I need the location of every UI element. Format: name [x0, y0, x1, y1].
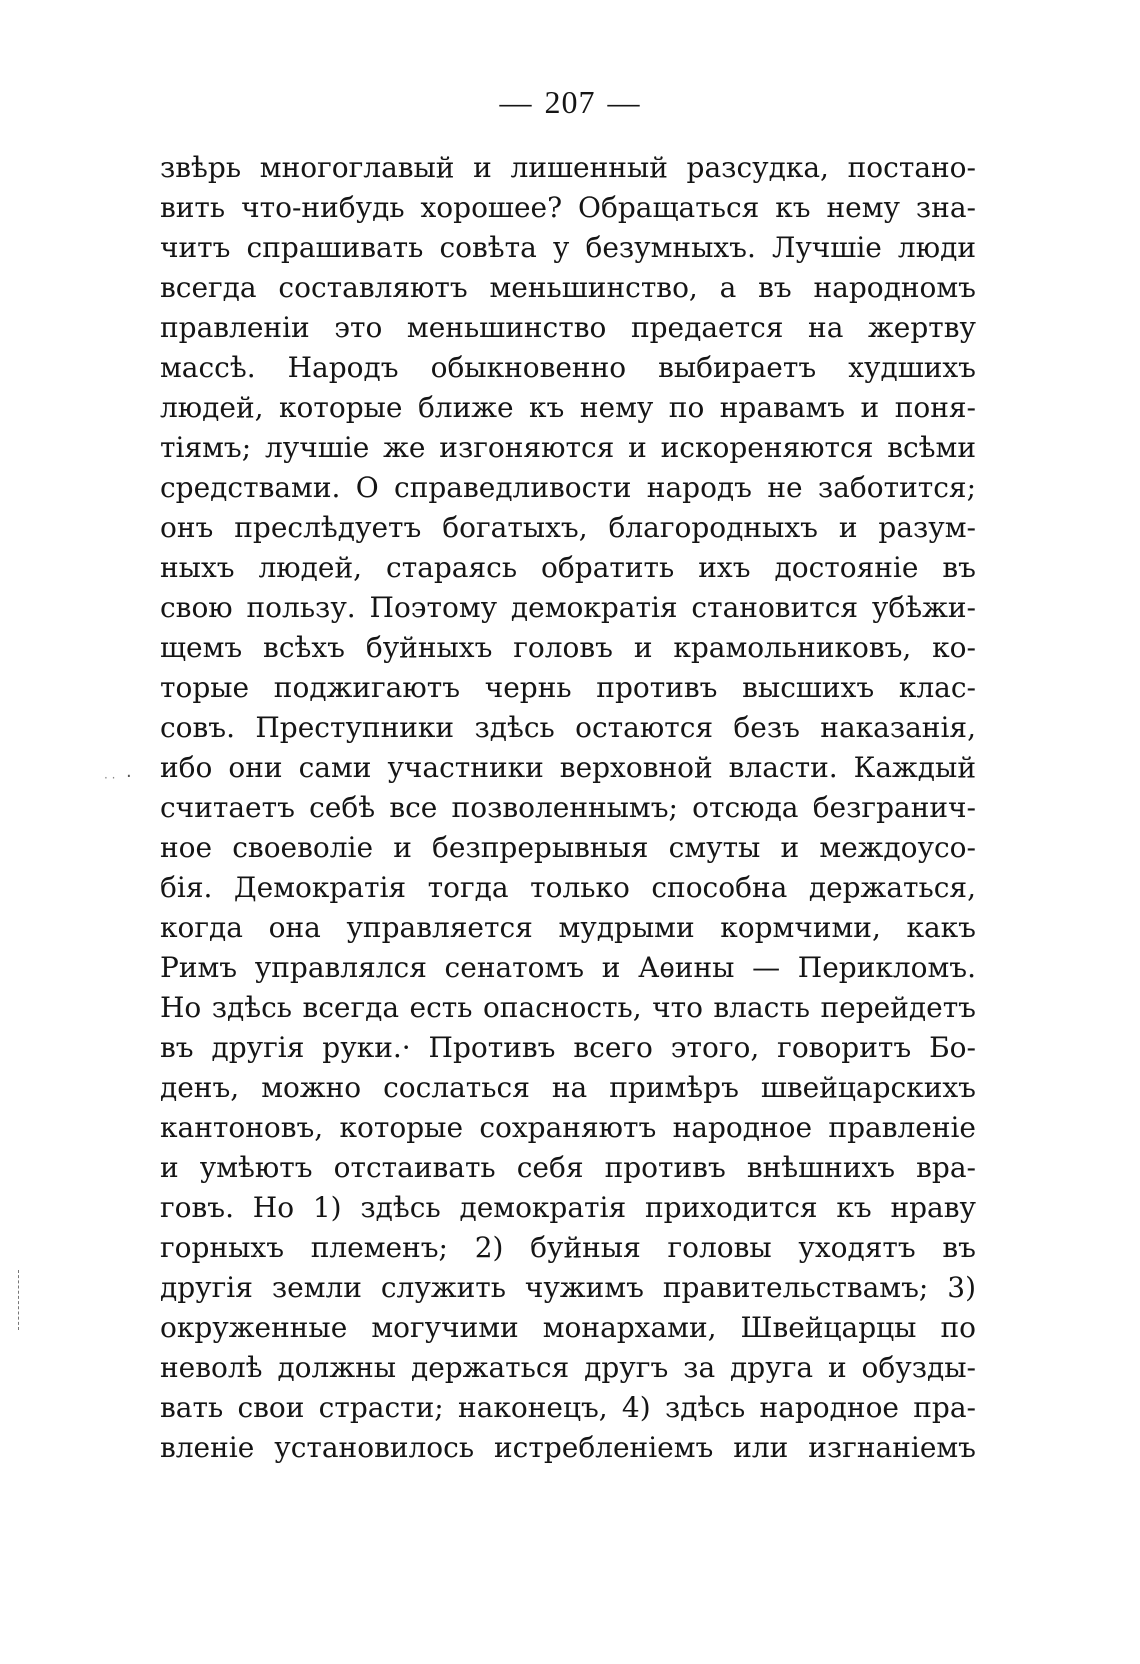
page-number-header: [0, 82, 1140, 122]
page-number-dash-left: —: [499, 84, 533, 120]
text-line: совъ. Преступники здѣсь остаются безъ наказанія,: [160, 711, 976, 744]
text-line: вать свои страсти; наконецъ, 4) здѣсь народное пра-: [160, 1391, 976, 1424]
text-line: Но здѣсь всегда есть опасность, что власть перейдетъ: [160, 991, 976, 1024]
text-line: Римъ управлялся сенатомъ и Аѳины — Перикломъ.: [160, 951, 976, 984]
margin-mark-bar: [18, 1270, 21, 1330]
text-line: окруженные могучими монархами, Швейцарцы по: [160, 1311, 976, 1344]
text-line: ибо они сами участники верховной власти. Каждый: [160, 751, 976, 784]
text-line: онъ преслѣдуетъ богатыхъ, благородныхъ и разум-: [160, 511, 976, 544]
text-line: ныхъ людей, стараясь обратить ихъ достояніе въ: [160, 551, 976, 584]
text-line: вленіе установилось истребленіемъ или изгнаніемъ: [160, 1431, 976, 1464]
text-line: средствами. О справедливости народъ не заботится;: [160, 471, 976, 504]
text-line: горныхъ племенъ; 2) буйныя головы уходятъ въ: [160, 1231, 976, 1264]
text-line: и умѣютъ отстаивать себя противъ внѣшнихъ вра-: [160, 1151, 976, 1184]
text-line: свою пользу. Поэтому демократія становится убѣжи-: [160, 591, 976, 624]
text-line: щемъ всѣхъ буйныхъ головъ и крамольниковъ, ко-: [160, 631, 976, 664]
text-line: въ другія руки.· Противъ всего этого, говоритъ Бо-: [160, 1031, 976, 1064]
text-line: другія земли служить чужимъ правительствамъ; 3): [160, 1271, 976, 1304]
text-line: торые поджигаютъ чернь противъ высшихъ клас-: [160, 671, 976, 704]
text-line: массѣ. Народъ обыкновенно выбираетъ худшихъ: [160, 351, 976, 384]
page-number-dash-right: —: [607, 84, 641, 120]
text-line: читъ спрашивать совѣта у безумныхъ. Лучшіе люди: [160, 231, 976, 264]
text-line: тіямъ; лучшіе же изгоняются и искореняются всѣми: [160, 431, 976, 464]
margin-mark-dot: ·: [126, 766, 132, 787]
text-line: денъ, можно сослаться на примѣръ швейцарскихъ: [160, 1071, 976, 1104]
text-line: считаетъ себѣ все позволеннымъ; отсюда безгранич-: [160, 791, 976, 824]
page-number: 207: [544, 84, 596, 120]
text-line: правленіи это меньшинство предается на жертву: [160, 311, 976, 344]
text-line: говъ. Но 1) здѣсь демократія приходится къ нраву: [160, 1191, 976, 1224]
margin-mark-dash: · ·: [104, 771, 116, 785]
text-line: неволѣ должны держаться другъ за друга и обузды-: [160, 1351, 976, 1384]
text-line: когда она управляется мудрыми кормчими, какъ: [160, 911, 976, 944]
text-line: вить что-нибудь хорошее? Обращаться къ нему зна-: [160, 191, 976, 224]
text-line: ное своеволіе и безпрерывныя смуты и междоусо-: [160, 831, 976, 864]
text-line: людей, которые ближе къ нему по нравамъ и поня-: [160, 391, 976, 424]
body-text: [160, 148, 976, 1468]
text-line: кантоновъ, которые сохраняютъ народное правленіе: [160, 1111, 976, 1144]
text-line: бія. Демократія тогда только способна держаться,: [160, 871, 976, 904]
text-line: всегда составляютъ меньшинство, а въ народномъ: [160, 271, 976, 304]
text-line: звѣрь многоглавый и лишенный разсудка, постано-: [160, 151, 976, 184]
